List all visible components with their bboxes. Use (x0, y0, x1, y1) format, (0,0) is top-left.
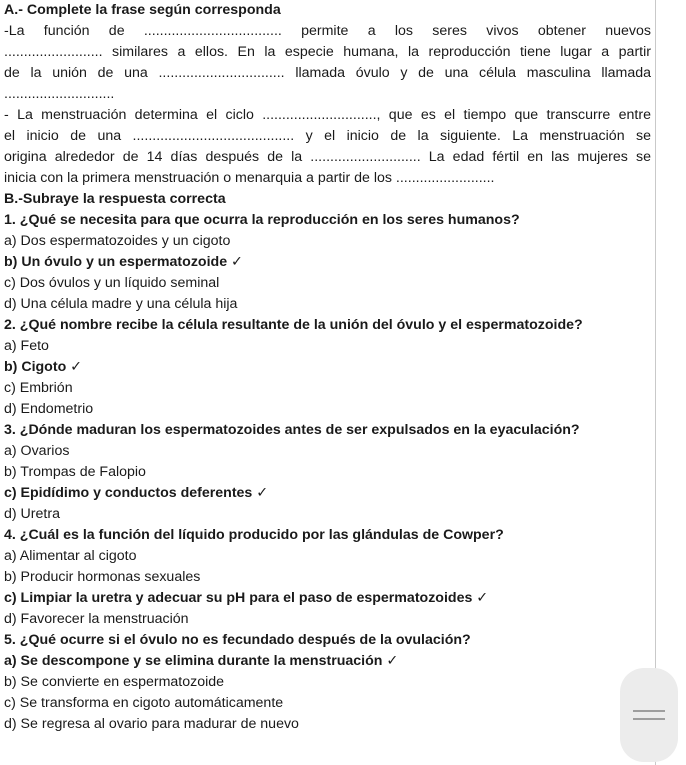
fill-blank-line: origina alrededor de 14 días después de la ............................ La edad fértil en las mujeres se (4, 149, 651, 165)
fill-blank-line: inicia con la primera menstruación o menarquia a partir de los ......................... (4, 170, 495, 186)
answer-option: d) Favorecer la menstruación (4, 611, 189, 627)
answer-option-correct: b) Cigoto ✓ (4, 359, 83, 375)
fill-blank-line: ......................... similares a ellos. En la especie humana, la reproducción tiene lugar a partir (4, 44, 651, 60)
answer-option-correct: c) Epidídimo y conductos deferentes ✓ (4, 485, 269, 501)
answer-option-correct: c) Limpiar la uretra y adecuar su pH para el paso de espermatozoides ✓ (4, 590, 489, 606)
answer-option: c) Dos óvulos y un líquido seminal (4, 275, 220, 291)
answer-option: a) Dos espermatozoides y un cigoto (4, 233, 231, 249)
question-title: 1. ¿Qué se necesita para que ocurra la reproducción en los seres humanos? (4, 212, 520, 228)
fill-blank-line: ............................ (4, 86, 115, 102)
question-title: 2. ¿Qué nombre recibe la célula resultante de la unión del óvulo y el espermatozoide? (4, 317, 583, 333)
section-a-title: A.- Complete la frase según corresponda (4, 2, 281, 18)
answer-option: c) Se transforma en cigoto automáticamente (4, 695, 284, 711)
question-title: 3. ¿Dónde maduran los espermatozoides antes de ser expulsados en la eyaculación? (4, 422, 580, 438)
answer-option: d) Endometrio (4, 401, 94, 417)
answer-option: a) Feto (4, 338, 49, 354)
answer-option-correct: a) Se descompone y se elimina durante la menstruación ✓ (4, 653, 399, 669)
page-edge-divider (655, 0, 656, 765)
fill-blank-line: - La menstruación determina el ciclo ............................., que es el tiempo que transcurre entre (4, 107, 651, 123)
fill-blank-line: de la unión de una ................................ llamada óvulo y de una célula masculina llamada (4, 65, 651, 81)
answer-option: c) Embrión (4, 380, 73, 396)
question-title: 5. ¿Qué ocurre si el óvulo no es fecundado después de la ovulación? (4, 632, 471, 648)
fill-blank-line: el inicio de una ......................................... y el inicio de la siguiente. La menstruación se (4, 128, 651, 144)
answer-option: b) Se convierte en espermatozoide (4, 674, 225, 690)
answer-option: d) Uretra (4, 506, 60, 522)
menu-icon-line (633, 718, 665, 720)
answer-option: a) Alimentar al cigoto (4, 548, 137, 564)
answer-option-correct: b) Un óvulo y un espermatozoide ✓ (4, 254, 243, 270)
answer-option: d) Una célula madre y una célula hija (4, 296, 238, 312)
menu-icon (633, 710, 665, 712)
question-title: 4. ¿Cuál es la función del líquido producido por las glándulas de Cowper? (4, 527, 504, 543)
answer-option: a) Ovarios (4, 443, 70, 459)
fill-blank-line: -La función de ................................... permite a los seres vivos obtener nuevos (4, 23, 651, 39)
answer-option: b) Trompas de Falopio (4, 464, 146, 480)
answer-option: b) Producir hormonas sexuales (4, 569, 201, 585)
scroll-handle[interactable] (620, 668, 678, 762)
answer-option: d) Se regresa al ovario para madurar de nuevo (4, 716, 299, 732)
section-b-title: B.-Subraye la respuesta correcta (4, 191, 226, 207)
document-body (4, 0, 651, 735)
